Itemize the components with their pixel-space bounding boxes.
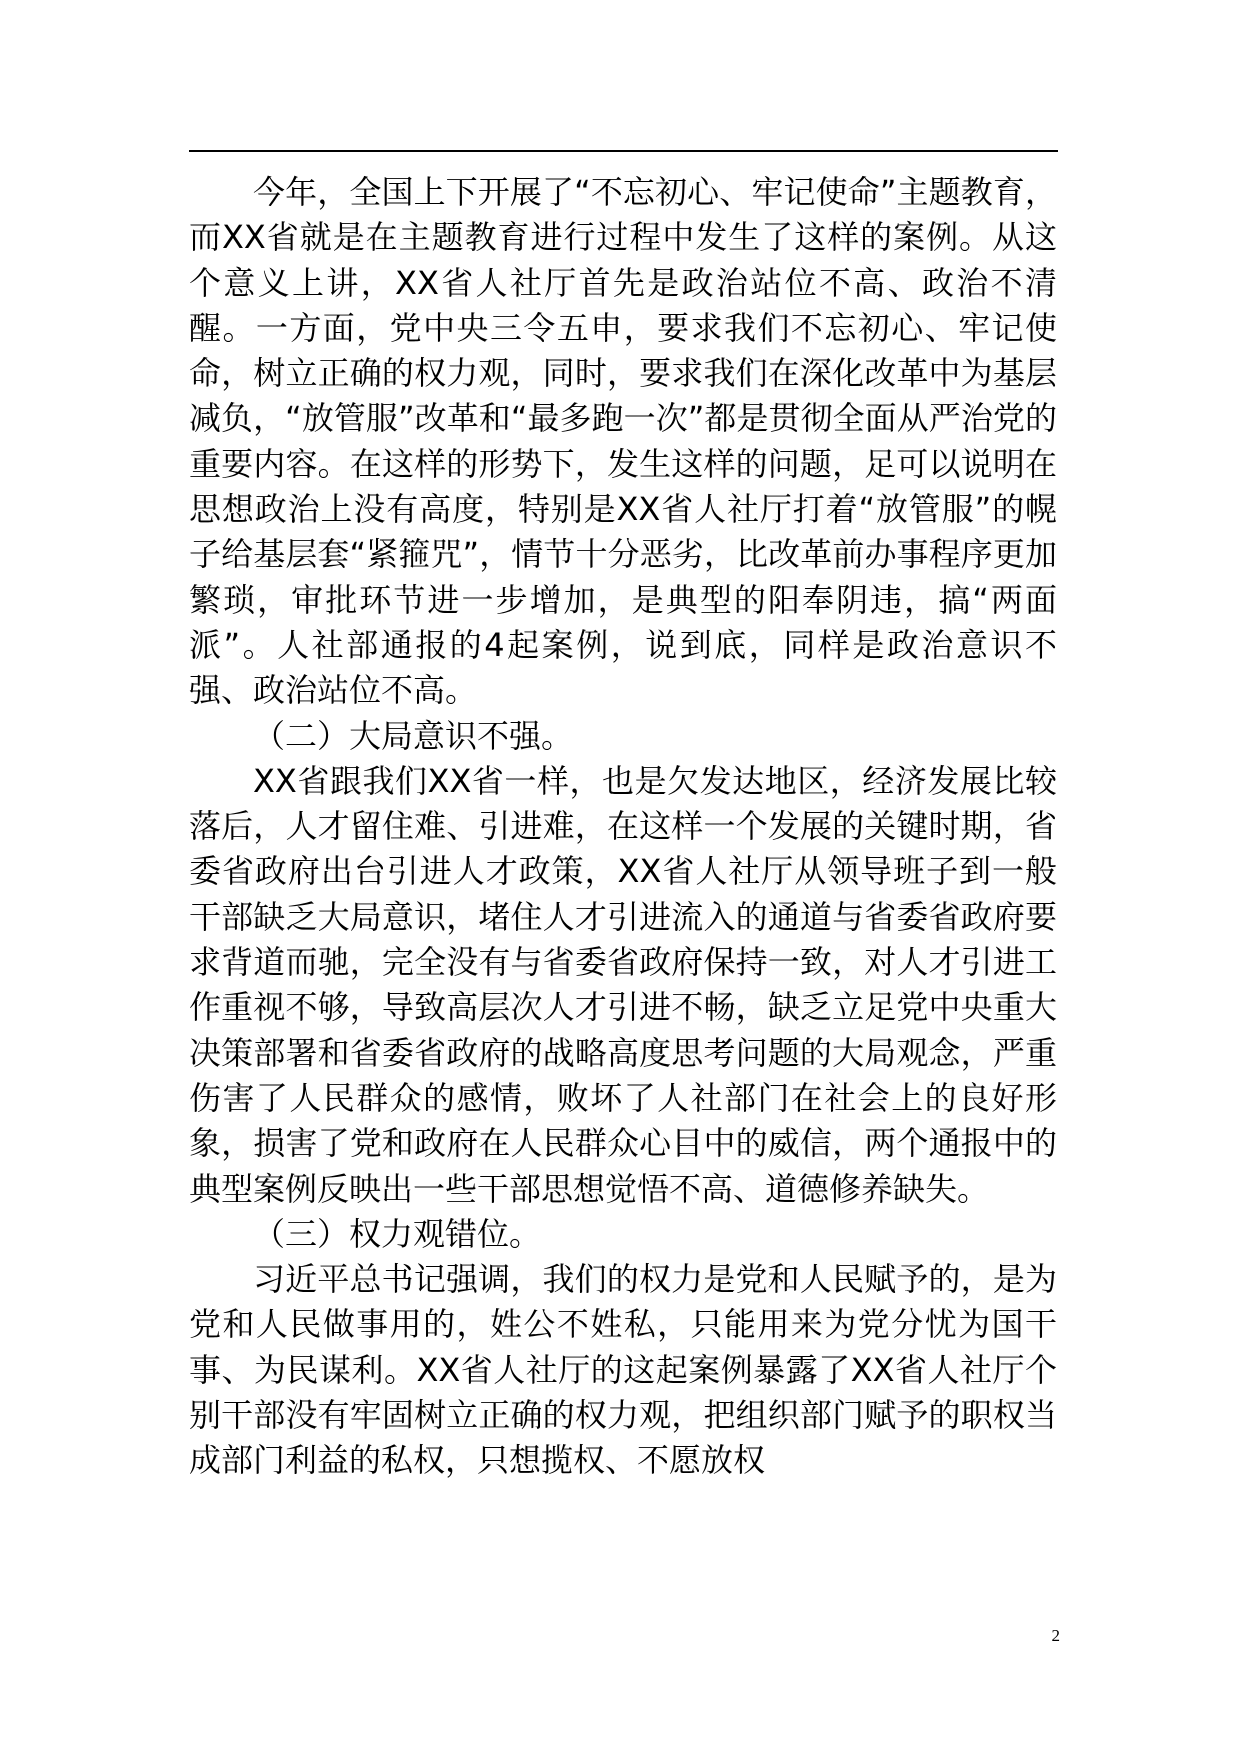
page-number: 2 [1051, 1626, 1060, 1645]
heading-section-3: （三）权力观错位。 [253, 1214, 542, 1253]
paragraph-political-stance: 今年，全国上下开展了“不忘初心、牢记使命”主题教育，而XX省就是在主题教育进行过程中发生了这样的案例。从这个意义上讲，XX省人社厅首先是政治站位不高、政治不清醒。一方面，党中央三令五申，要求我们不忘初心、牢记使命，树立正确的权力观，同时，要求我们在深化改革中为基层减负，“放管服”改革和“最多跑一次”都是贯彻全面从严治党的重要内容。在这样的形势下，发生这样的问题，足可以说明在思想政治上没有高度，特别是XX省人社厅打着“放管服”的幌子给基层套“紧箍咒”，情节十分恶劣，比改革前办事程序更加繁琐，审批环节进一步增加，是典型的阳奉阴违，搞“两面派”。人社部通报的4起案例，说到底，同样是政治意识不强、政治站位不高。 [189, 173, 1057, 710]
paragraph-overall-awareness: XX省跟我们XX省一样，也是欠发达地区，经济发展比较落后，人才留住难、引进难，在这样一个发展的关键时期，省委省政府出台引进人才政策，XX省人社厅从领导班子到一般干部缺乏大局意识，堵住人才引进流入的通道与省委省政府要求背道而驰，完全没有与省委省政府保持一致，对人才引进工作重视不够，导致高层次人才引进不畅，缺乏立足党中央重大决策部署和省委省政府的战略高度思考问题的大局观念，严重伤害了人民群众的感情，败坏了人社部门在社会上的良好形象，损害了党和政府在人民群众心目中的威信，两个通报中的典型案例反映出一些干部思想觉悟不高、道德修养缺失。 [189, 761, 1057, 1208]
header-rule [189, 150, 1058, 152]
body-text [189, 170, 1057, 1484]
heading-section-2: （二）大局意识不强。 [253, 716, 574, 755]
paragraph-view-of-power: 习近平总书记强调，我们的权力是党和人民赋予的，是为党和人民做事用的，姓公不姓私，只能用来为党分忧为国干事、为民谋利。XX省人社厅的这起案例暴露了XX省人社厅个别干部没有牢固树立正确的权力观，把组织部门赋予的职权当成部门利益的私权，只想揽权、不愿放权 [189, 1260, 1057, 1480]
